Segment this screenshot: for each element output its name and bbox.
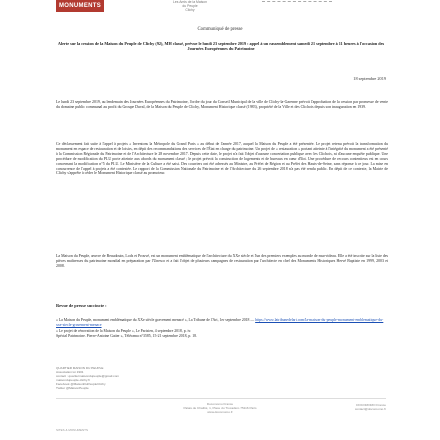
monuments-logo: MONUMENTS bbox=[56, 0, 104, 12]
headline: Alerte sur la cession de la Maison du Peuple de Clichy (92), MH classé, prévue le lundi 23 septembre 2019 : appel à un rassemblement samedi 21 septembre à 11 heures à l'occasion des Journées Européennes du Patrimoine bbox=[57, 41, 385, 51]
press-review-heading: Revue de presse succincte : bbox=[56, 303, 107, 308]
contact-facebook[interactable]: Facebook @MaisonDuPeupleClichy bbox=[56, 382, 106, 386]
footer-center-block bbox=[140, 402, 300, 414]
press-review-item bbox=[56, 334, 388, 339]
footer-divider bbox=[56, 398, 386, 399]
contact-twitter[interactable]: Twitter @MaisonPeuple bbox=[56, 386, 89, 390]
paragraph-2: Ce déclassement fait suite à l'appel à projets « Inventons la Métropole du Grand Paris » au début de l'année 2017, auquel la Maison du Peuple a été présentée. Le projet retenu prévoit la transformation du monument en espace de restauration et de loisirs, en dépit des recommandations des services de l'État en charge du patrimoine. Un projet de « restauration » portant atteinte à l'intégrité du monument a été présenté à la Commission Régionale du Patrimoine et de l'Architecture le 28 novembre 2017. Depuis cette date, le projet n'a fait l'objet d'aucune concertation publique avec les Clichois, ni d'aucune enquête publique. Une procédure de modification du PLU porte atteinte aux abords du monument classé ; le projet prévoit la construction de logements et de bureaux en cœur d'îlot. Une procédure de recours contentieux est en cours concernant la modification n°5 du PLU. Le Ministère de la Culture a été saisi. Des courriers ont été adressés au Ministre, au Préfet de Région et au Préfet des Hauts-de-Seine, sans réponse à ce jour. La mise en concurrence de l'appel à projets a été contestée. Le rapport de la Commission Nationale du Patrimoine et de l'Architecture du 26 septembre 2018 n'a pas été rendu public. En dépit de ce contexte, la Mairie de Clichy s'apprête à céder le Monument Historique classé au promoteur. bbox=[56, 142, 388, 176]
contact-line: Association loi 1901 bbox=[56, 370, 84, 374]
footer-right-block bbox=[355, 403, 386, 411]
contact-block bbox=[56, 366, 119, 390]
paragraph-1: Le lundi 23 septembre 2019, au lendemain des Journées Européennes du Patrimoine, l'ordre du jour du Conseil Municipal de la ville de Clichy-la-Garenne prévoit l'approbation de la cession par promesse de vente du domaine public communal au profit du Groupe Duval, de la Maison du Peuple de Clichy, Monument Historique classé (1983), propriété de la Ville et des Clichois depuis son inauguration en 1939. bbox=[56, 100, 388, 109]
press-release-title: Communiqué de presse bbox=[197, 27, 243, 32]
org-line-1: Les Amis de la Maison bbox=[173, 0, 207, 4]
release-date: 18 septembre 2019 bbox=[353, 76, 386, 81]
press-review-list bbox=[56, 318, 388, 340]
contact-website[interactable]: maisondupeuple-clichy.fr bbox=[56, 378, 90, 382]
press-review-link[interactable]: https://www.latribunedelart.com/la-maison-du-peuple-monument-emblematique-du-xxe-siecle-gravement-menace bbox=[56, 318, 384, 327]
press-review-text: Spécial Patrimoine. Pierre-Antoine Gatier », Télérama n°3585, 15-21 septembre 2018, p. 18. bbox=[56, 334, 197, 339]
contact-email[interactable]: contact : quartiermaisondupeuple@gmail.com bbox=[56, 374, 119, 378]
organization-logo-text bbox=[160, 0, 220, 13]
footer-line: DOCOMOMO France bbox=[356, 403, 386, 407]
footer-line: Palais de Chaillot, 1, Place du Trocadéro 75116 Paris bbox=[183, 406, 257, 410]
press-review-item bbox=[56, 329, 388, 334]
paragraph-3: La Maison du Peuple, œuvre de Beaudouin, Lods et Prouvé, est un monument emblématique de l'architecture du XXe siècle et l'un des premiers exemples au monde de mur-rideau. Elle a été inscrite sur la liste des pièces maîtresses du patrimoine mondial en préparation par l'Unesco et a fait l'objet de plusieurs campagnes de restauration par l'architecte en chef des Monuments Historiques Hervé Baptiste en 1999, 2003 et 2008. bbox=[56, 254, 388, 268]
press-review-text: « La Maison du Peuple, monument emblématique du XXe siècle gravement menacé », La Tribune de l'Art, 1er septembre 2018 — bbox=[56, 318, 255, 322]
footer-line: Docomomo France bbox=[206, 402, 234, 406]
footer-bottom-label: SITES & MONUMENTS bbox=[56, 428, 89, 432]
org-line-2: du Peuple bbox=[182, 4, 198, 9]
press-review-text: « Le projet de rénovation de la Maison du Peuple », Le Parisien, 4 septembre 2018, p. iv. bbox=[56, 328, 192, 333]
footer-email[interactable]: contact@docomomo.fr bbox=[354, 407, 386, 411]
org-line-3: Clichy bbox=[185, 8, 195, 13]
contact-line: QUARTIER MAISON DU PEUPLE bbox=[56, 366, 104, 370]
footer-website[interactable]: www.docomomo.fr bbox=[207, 410, 233, 414]
header-decoration bbox=[262, 1, 332, 7]
press-review-item bbox=[56, 318, 388, 328]
